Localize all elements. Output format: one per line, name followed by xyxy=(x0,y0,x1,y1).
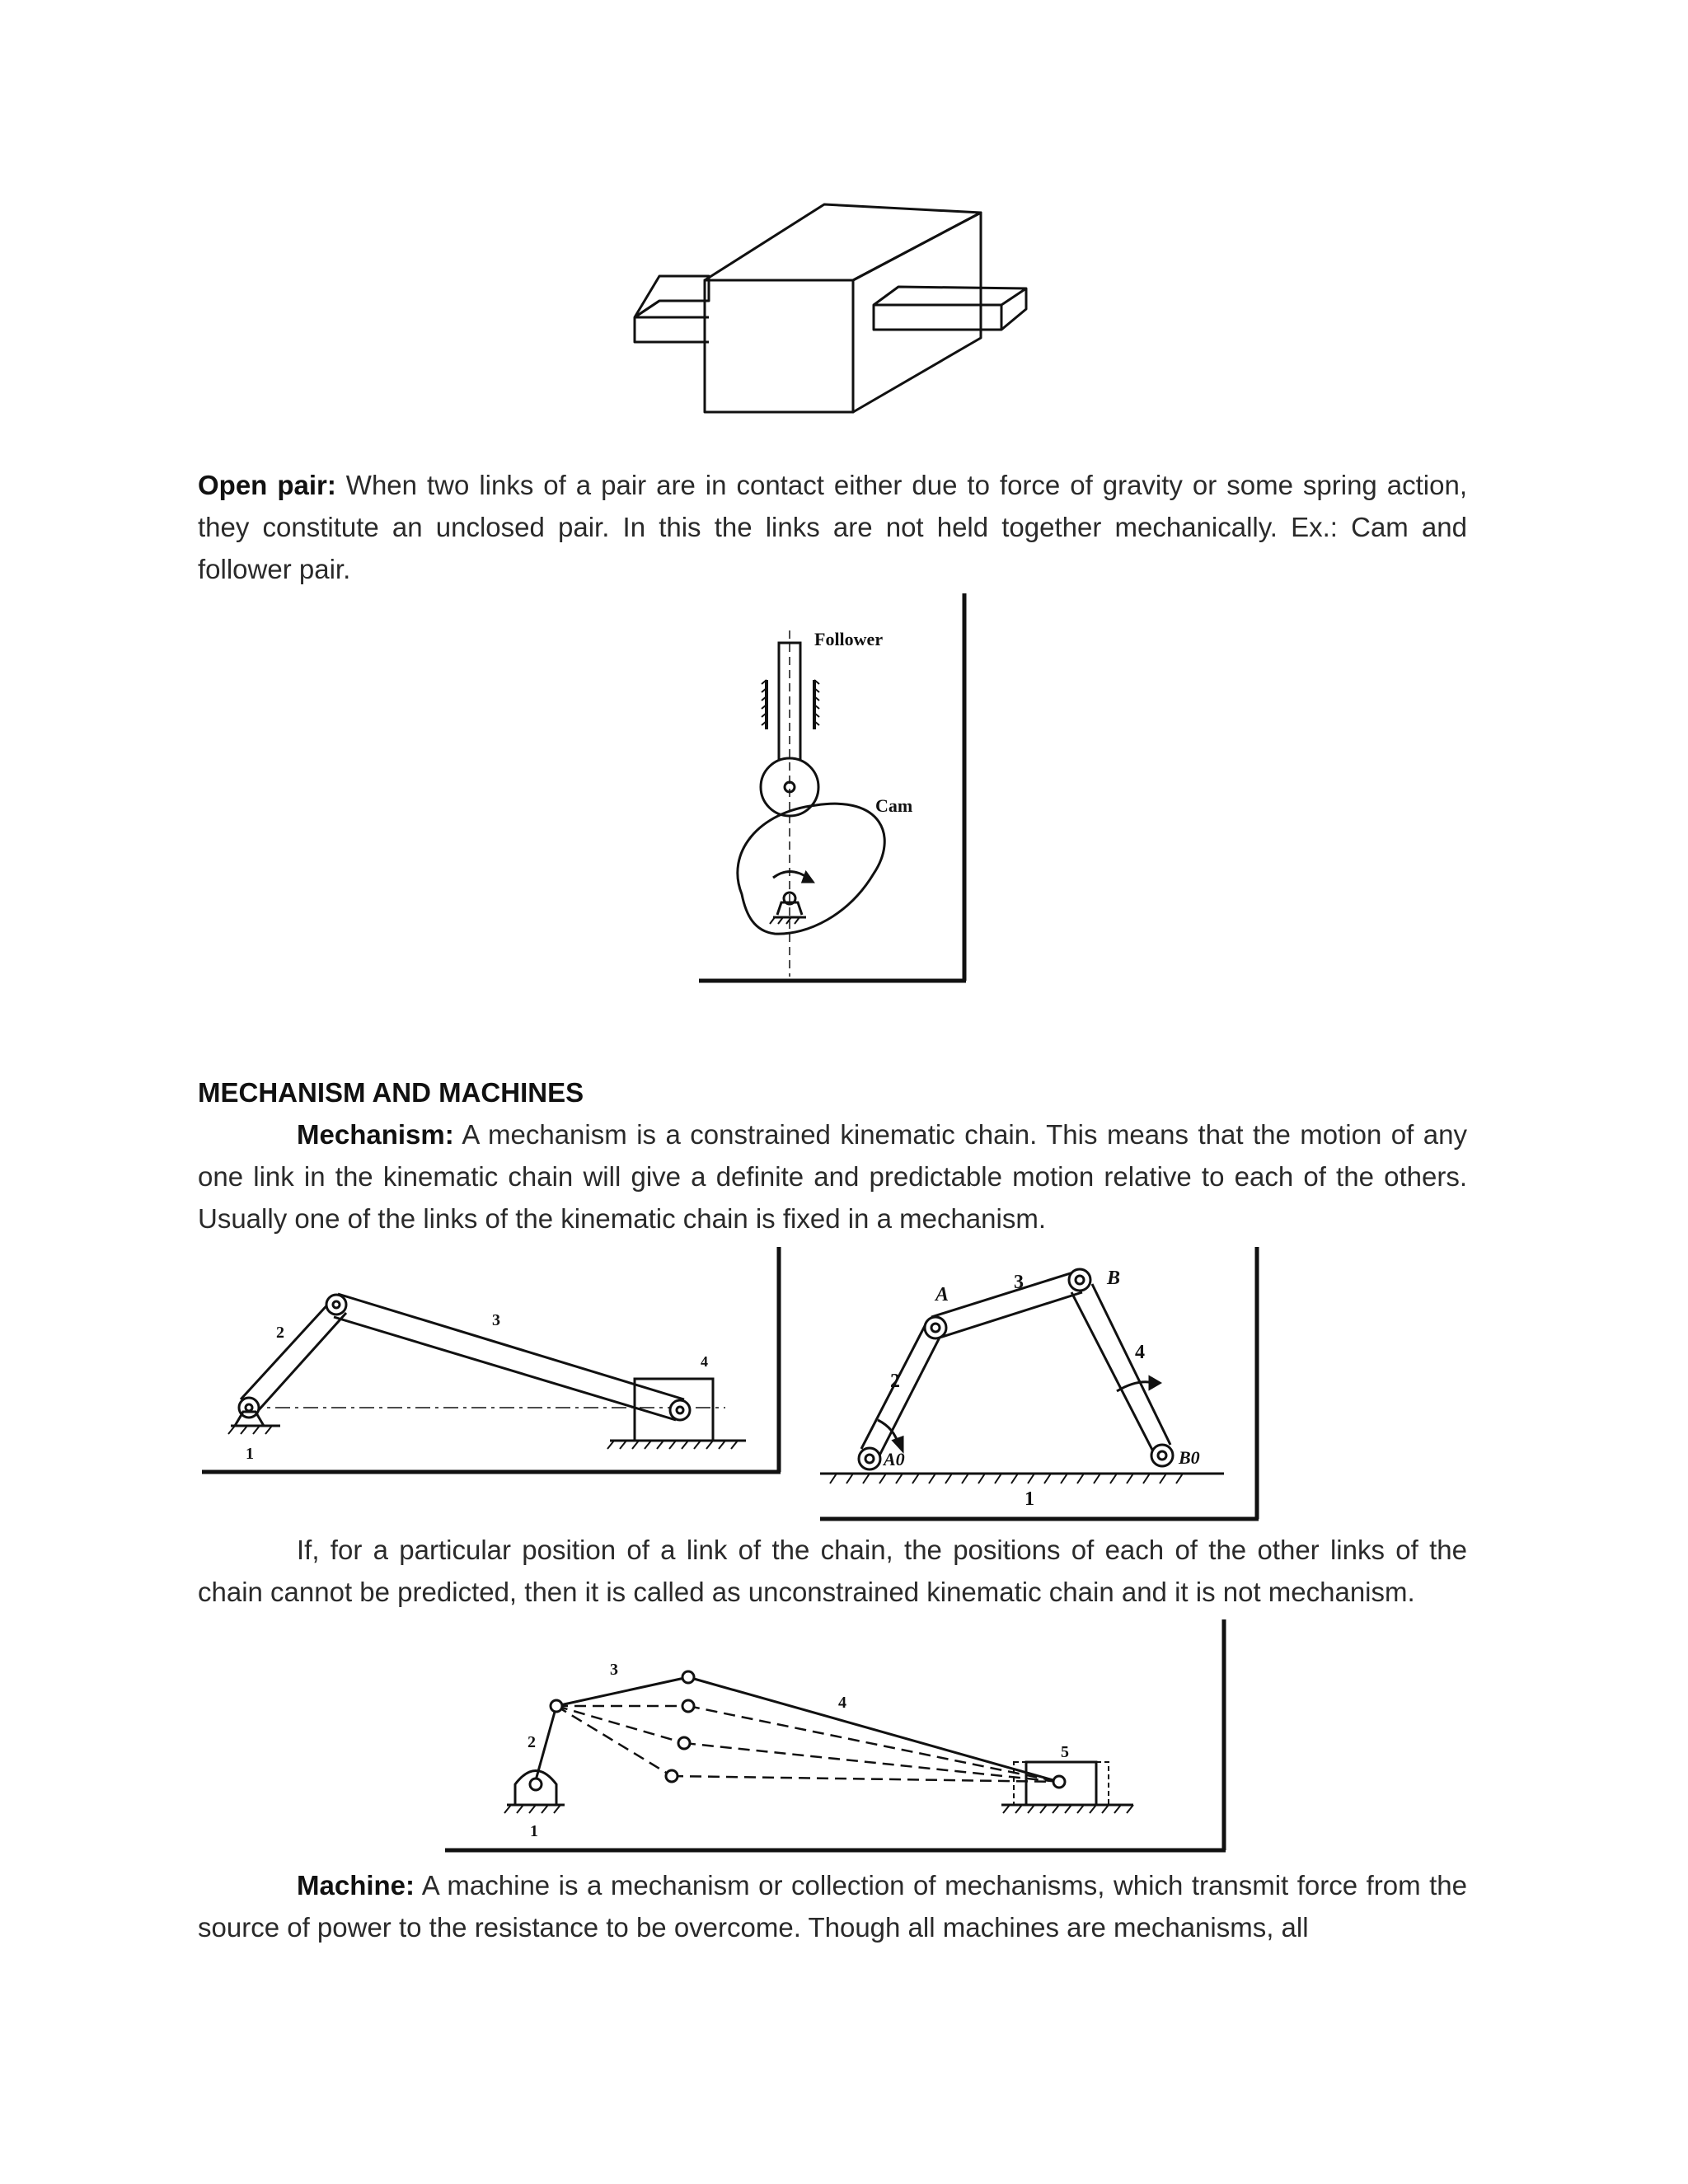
slider-crank-label-2: 2 xyxy=(276,1324,284,1342)
machine-paragraph xyxy=(198,1864,1467,1948)
slider-crank-figure xyxy=(198,1243,785,1490)
four-bar-label-3: 3 xyxy=(1014,1272,1024,1293)
unconstrained-label-1: 1 xyxy=(530,1822,538,1840)
four-bar-label-b: B xyxy=(1107,1268,1121,1289)
mechanism-label: Mechanism: xyxy=(297,1119,454,1150)
open-pair-paragraph xyxy=(198,464,1467,590)
slider-crank-label-4: 4 xyxy=(701,1353,708,1370)
machine-label: Machine: xyxy=(297,1870,415,1900)
unconstrained-label-3: 3 xyxy=(610,1661,618,1679)
four-bar-label-4: 4 xyxy=(1135,1342,1145,1363)
mechanism-text: A mechanism is a constrained kinematic chain. This means that the motion of any one link in the kinematic chain will give a definite and predictable motion relative to each of the others. Usually one of the links of the kinematic chain is fixed in a mechanism. xyxy=(198,1119,1467,1234)
unconstrained-label-2: 2 xyxy=(528,1733,536,1751)
follower-label: Follower xyxy=(814,629,884,649)
unconstrained-paragraph xyxy=(198,1529,1467,1613)
section-heading xyxy=(198,1071,1467,1113)
mechanism-paragraph xyxy=(198,1113,1467,1240)
unconstrained-chain-figure xyxy=(441,1615,1232,1854)
open-pair-label: Open pair: xyxy=(198,470,336,500)
slider-crank-label-3: 3 xyxy=(492,1311,500,1329)
four-bar-figure xyxy=(812,1243,1261,1523)
four-bar-label-a: A xyxy=(935,1284,950,1305)
four-bar-label-2: 2 xyxy=(890,1371,900,1392)
section-heading-text: MECHANISM AND MACHINES xyxy=(198,1077,584,1108)
four-bar-label-a0: A0 xyxy=(884,1449,905,1469)
slider-crank-label-1: 1 xyxy=(246,1445,254,1463)
cam-follower-figure xyxy=(692,589,973,985)
open-pair-text: When two links of a pair are in contact either due to force of gravity or some spring action, they constitute an unclosed pair. In this the links are not held together mechanically. Ex.: Cam and follower pair. xyxy=(198,470,1467,584)
machine-text: A machine is a mechanism or collection of mechanisms, which transmit force from the source of power to the resistance to be overcome. Though all machines are mechanisms, all xyxy=(198,1870,1467,1943)
sliding-pair-figure xyxy=(626,198,1039,420)
cam-label: Cam xyxy=(875,795,913,816)
unconstrained-label-4: 4 xyxy=(838,1694,846,1712)
unconstrained-text: If, for a particular position of a link of the chain, the positions of each of the other links of the chain cannot be predicted, then it is called as unconstrained kinematic chain and it is not mechanism. xyxy=(198,1535,1467,1607)
four-bar-label-1: 1 xyxy=(1025,1488,1034,1510)
unconstrained-label-5: 5 xyxy=(1061,1743,1069,1761)
four-bar-label-b0: B0 xyxy=(1179,1447,1200,1468)
